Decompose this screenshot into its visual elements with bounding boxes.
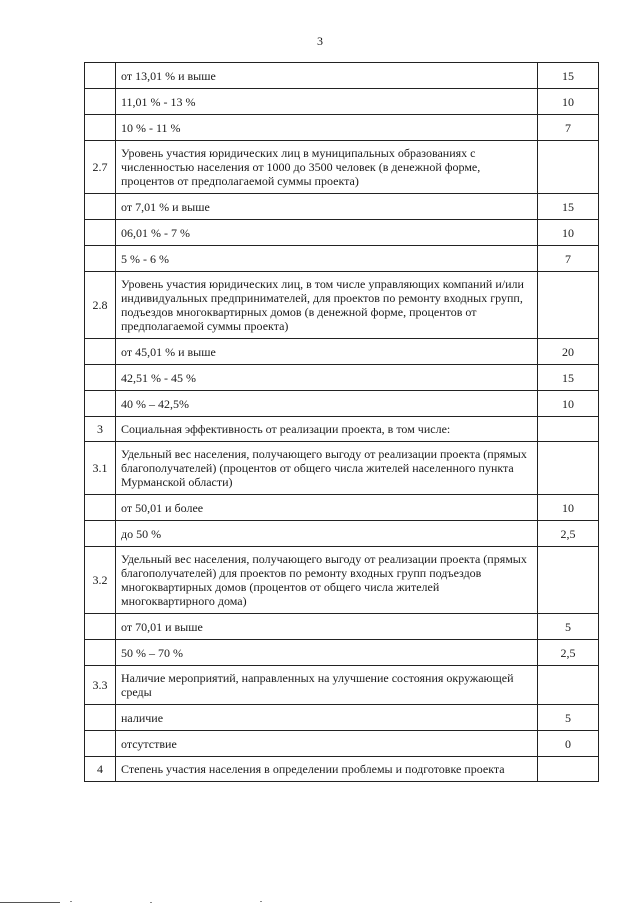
- criterion-points: 7: [538, 115, 599, 141]
- criterion-option-row: [85, 339, 599, 365]
- criterion-points: 10: [538, 495, 599, 521]
- criterion-option-row: [85, 614, 599, 640]
- criterion-description: Социальная эффективность от реализации проекта, в том числе:: [116, 417, 538, 442]
- criterion-description: 42,51 % - 45 %: [116, 365, 538, 391]
- criterion-points: 5: [538, 614, 599, 640]
- criterion-points: [538, 442, 599, 495]
- criterion-row: [85, 141, 599, 194]
- criterion-description: Степень участия населения в определении проблемы и подготовке проекта: [116, 757, 538, 782]
- criterion-number: [85, 391, 116, 417]
- criterion-description: отсутствие: [116, 731, 538, 757]
- criterion-number: [85, 365, 116, 391]
- criterion-option-row: [85, 115, 599, 141]
- criterion-description: Уровень участия юридических лиц в муниципальных образованиях с численностью населения от 1000 до 3500 человек (в денежной форме, процентов от предполагаемой суммы проекта): [116, 141, 538, 194]
- criterion-points: 5: [538, 705, 599, 731]
- criterion-number: 2.8: [85, 272, 116, 339]
- criterion-row: [85, 757, 599, 782]
- criterion-points: 15: [538, 194, 599, 220]
- criterion-number: 3.2: [85, 547, 116, 614]
- criterion-option-row: [85, 640, 599, 666]
- criterion-description: от 13,01 % и выше: [116, 63, 538, 89]
- criterion-description: Удельный вес населения, получающего выгоду от реализации проекта (прямых благополучателей) для проектов по ремонту входных групп подъездов многоквартирных домов (процентов от общего числа жителей многоквартирного дома): [116, 547, 538, 614]
- criterion-number: [85, 640, 116, 666]
- criterion-description: 10 % - 11 %: [116, 115, 538, 141]
- criterion-description: Наличие мероприятий, направленных на улучшение состояния окружающей среды: [116, 666, 538, 705]
- scan-artifact-dot: [70, 901, 72, 902]
- criterion-number: [85, 521, 116, 547]
- criterion-description: до 50 %: [116, 521, 538, 547]
- criterion-description: 50 % – 70 %: [116, 640, 538, 666]
- criterion-description: Удельный вес населения, получающего выгоду от реализации проекта (прямых благополучателей) (процентов от общего числа жителей населенного пункта Мурманской области): [116, 442, 538, 495]
- criterion-option-row: [85, 521, 599, 547]
- criterion-number: [85, 614, 116, 640]
- criterion-points: [538, 757, 599, 782]
- criterion-points: [538, 272, 599, 339]
- criterion-option-row: [85, 731, 599, 757]
- criterion-points: [538, 417, 599, 442]
- criterion-points: 7: [538, 246, 599, 272]
- criterion-option-row: [85, 89, 599, 115]
- criterion-number: 3: [85, 417, 116, 442]
- criterion-number: [85, 705, 116, 731]
- criterion-row: [85, 417, 599, 442]
- criteria-table-body: [85, 63, 599, 782]
- criterion-description: 11,01 % - 13 %: [116, 89, 538, 115]
- criteria-table: [84, 62, 599, 782]
- scan-artifact-line: [0, 902, 60, 903]
- criterion-points: 2,5: [538, 640, 599, 666]
- criterion-points: 2,5: [538, 521, 599, 547]
- criterion-description: 40 % – 42,5%: [116, 391, 538, 417]
- criterion-description: 5 % - 6 %: [116, 246, 538, 272]
- criterion-description: от 7,01 % и выше: [116, 194, 538, 220]
- criterion-row: [85, 547, 599, 614]
- criterion-number: [85, 115, 116, 141]
- scan-artifact-dot: [260, 901, 262, 902]
- criterion-number: 4: [85, 757, 116, 782]
- criterion-points: 0: [538, 731, 599, 757]
- criterion-row: [85, 666, 599, 705]
- criterion-number: [85, 731, 116, 757]
- criterion-points: [538, 141, 599, 194]
- criterion-option-row: [85, 220, 599, 246]
- criterion-points: 10: [538, 220, 599, 246]
- criterion-number: [85, 194, 116, 220]
- criterion-number: 3.1: [85, 442, 116, 495]
- criterion-points: 15: [538, 365, 599, 391]
- criterion-number: [85, 220, 116, 246]
- criterion-option-row: [85, 495, 599, 521]
- criterion-number: [85, 89, 116, 115]
- criterion-number: 3.3: [85, 666, 116, 705]
- criterion-number: 2.7: [85, 141, 116, 194]
- criterion-description: от 70,01 и выше: [116, 614, 538, 640]
- criterion-description: от 45,01 % и выше: [116, 339, 538, 365]
- criterion-points: 15: [538, 63, 599, 89]
- criterion-points: 10: [538, 89, 599, 115]
- criterion-row: [85, 442, 599, 495]
- criterion-description: наличие: [116, 705, 538, 731]
- scan-artifact-dot: [150, 902, 152, 903]
- criterion-option-row: [85, 194, 599, 220]
- criterion-number: [85, 495, 116, 521]
- criterion-points: 10: [538, 391, 599, 417]
- criterion-description: 06,01 % - 7 %: [116, 220, 538, 246]
- criterion-number: [85, 63, 116, 89]
- criterion-number: [85, 339, 116, 365]
- criterion-option-row: [85, 391, 599, 417]
- criterion-points: 20: [538, 339, 599, 365]
- criterion-option-row: [85, 246, 599, 272]
- criterion-option-row: [85, 63, 599, 89]
- criterion-option-row: [85, 705, 599, 731]
- criterion-description: Уровень участия юридических лиц, в том числе управляющих компаний и/или индивидуальных предпринимателей, для проектов по ремонту входных групп, подъездов многоквартирных домов (в денежной форме, процентов от предполагаемой суммы проекта): [116, 272, 538, 339]
- criterion-option-row: [85, 365, 599, 391]
- criterion-points: [538, 547, 599, 614]
- criterion-row: [85, 272, 599, 339]
- criterion-number: [85, 246, 116, 272]
- page-number: 3: [317, 34, 323, 48]
- criterion-description: от 50,01 и более: [116, 495, 538, 521]
- criterion-points: [538, 666, 599, 705]
